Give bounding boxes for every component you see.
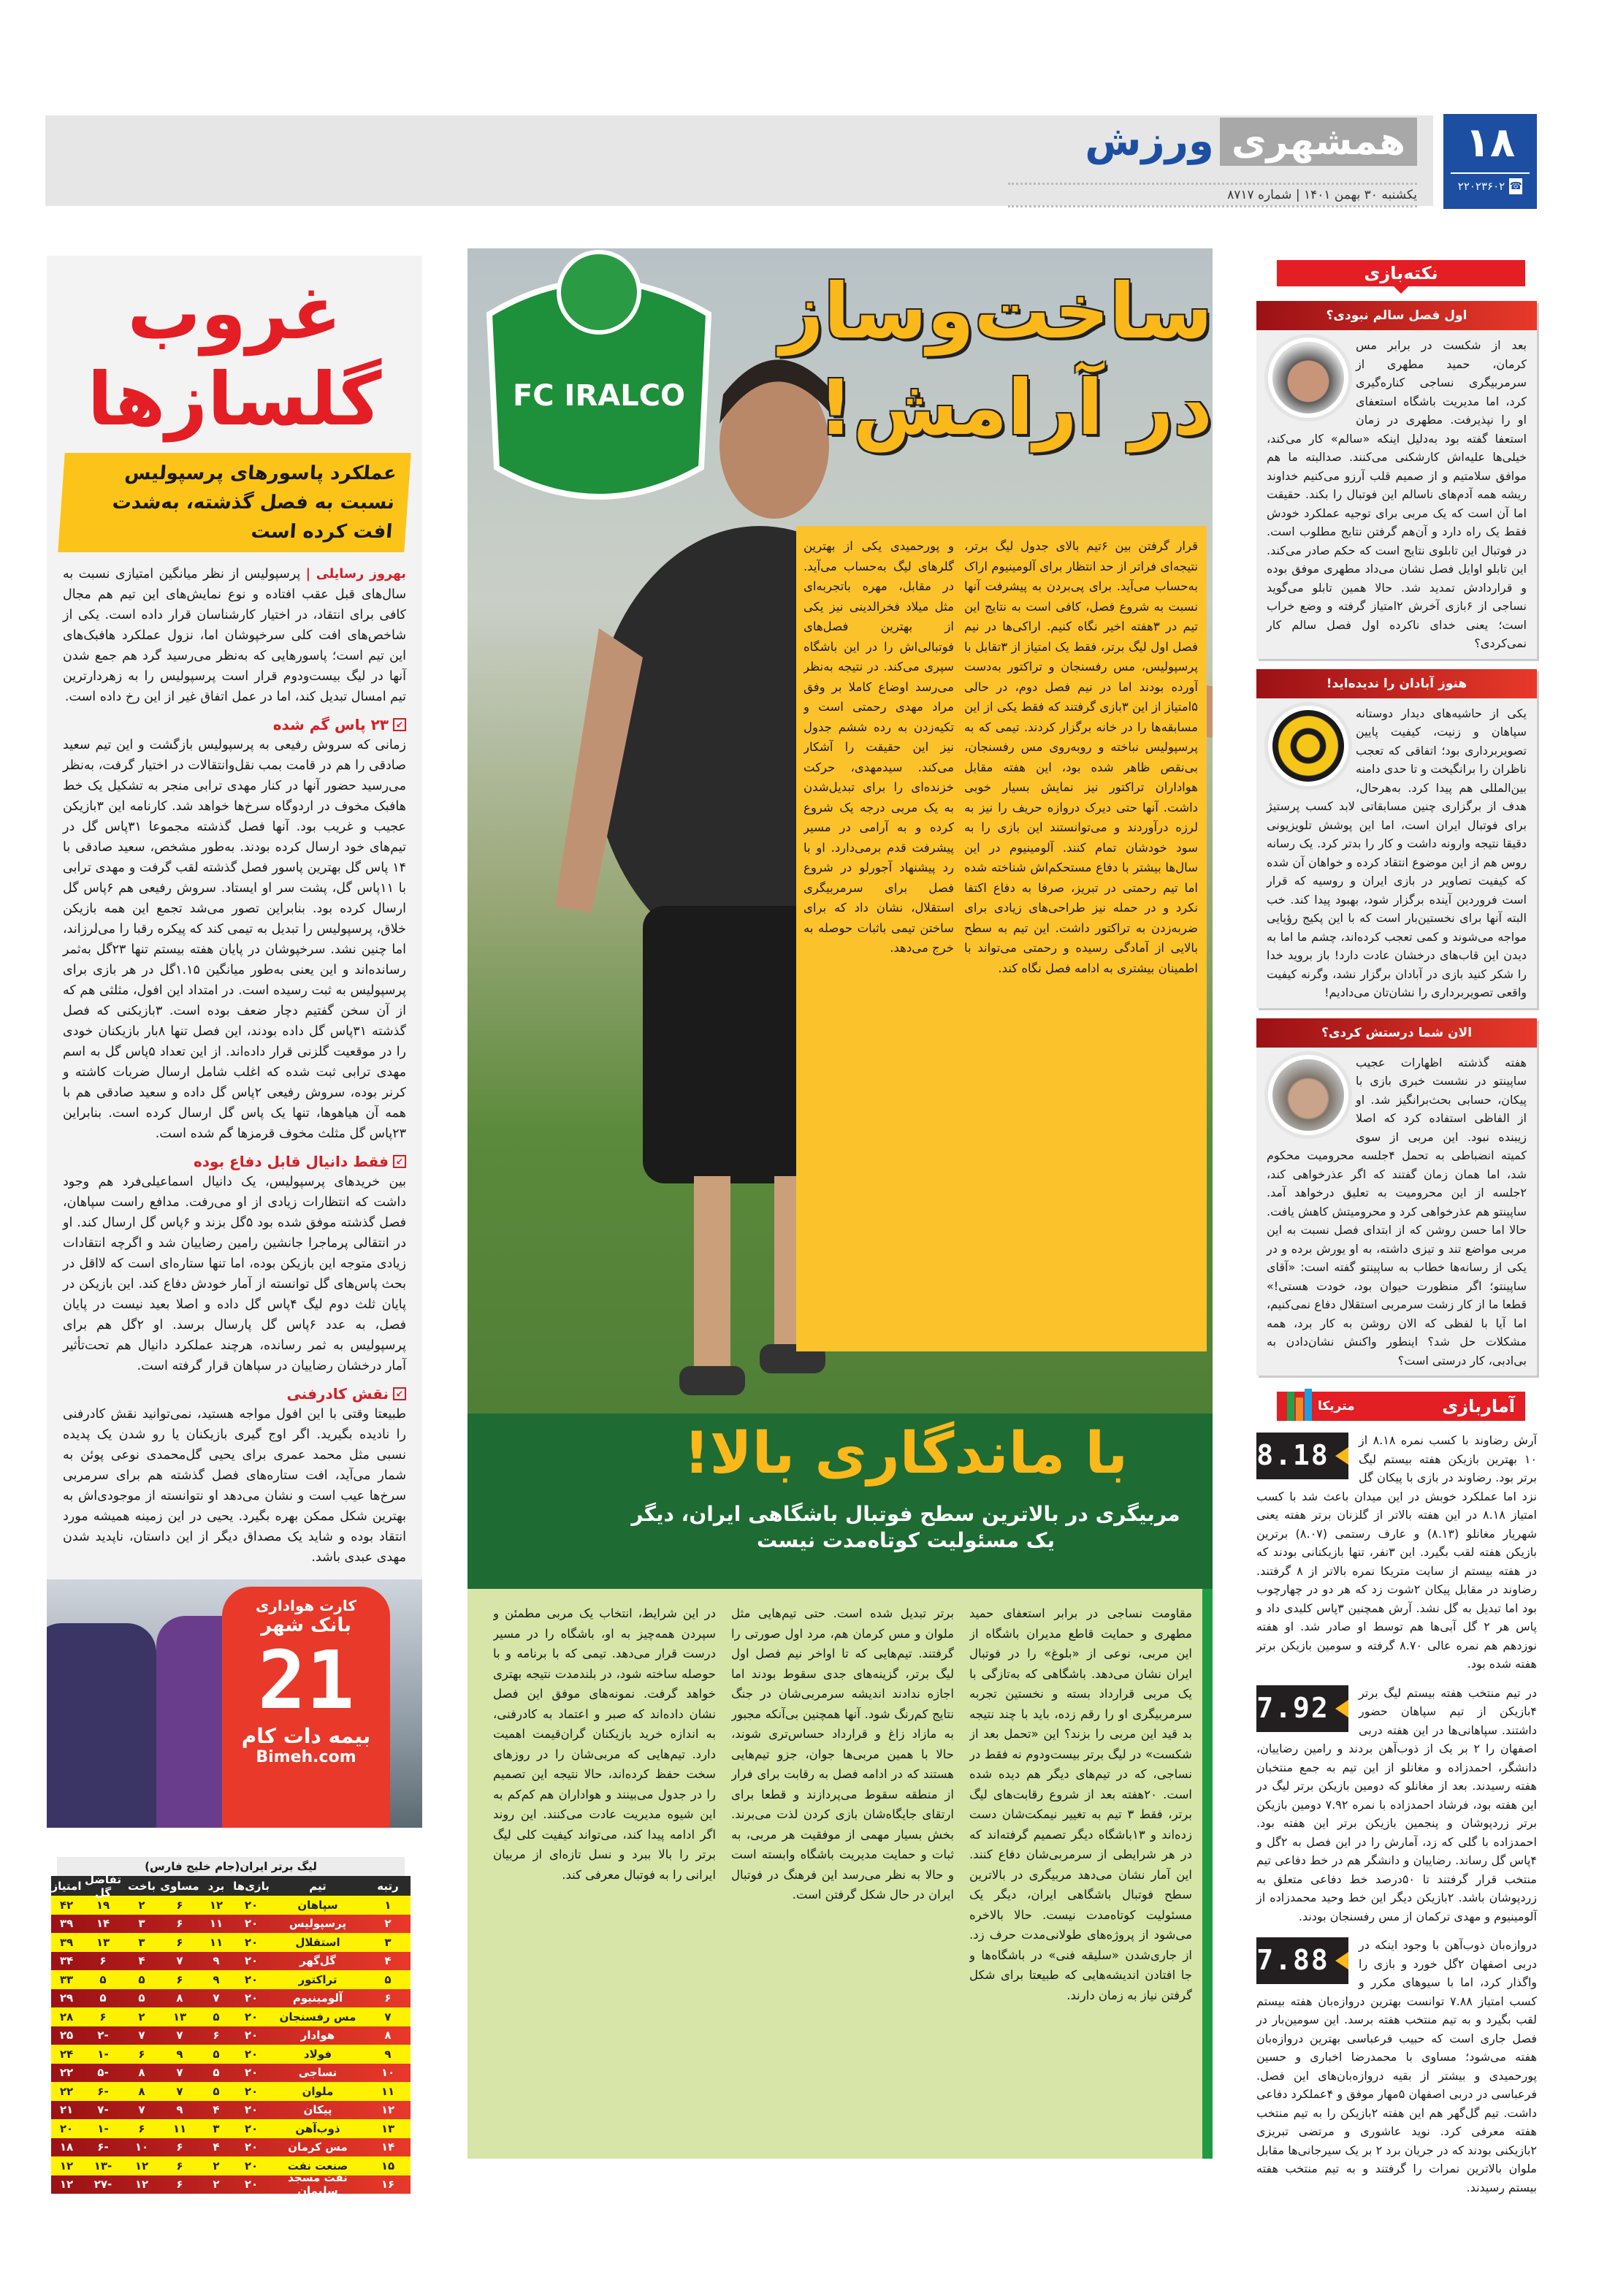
table-cell: -۷ <box>97 2103 109 2117</box>
table-cell: ۲۰ <box>244 1954 259 1968</box>
table-cell: ذوب‌آهن <box>295 2121 340 2135</box>
player-figure <box>47 1623 156 1828</box>
table-cell: ۹ <box>176 2103 183 2117</box>
logo-sub: ورزش <box>1085 118 1214 165</box>
sepahan-logo-icon <box>1268 706 1348 786</box>
headline-line-1: غروب <box>127 270 342 356</box>
table-cell: ۵ <box>213 2066 220 2080</box>
table-cell: -۱ <box>97 2121 109 2135</box>
phone-row <box>1451 172 1530 199</box>
table-cell: ۱۵ <box>381 2159 395 2173</box>
table-cell: ۶ <box>138 2121 145 2135</box>
logo-main: همشهری <box>1220 118 1417 166</box>
table-row <box>51 1933 411 1952</box>
table-row <box>51 1952 411 1971</box>
section-heading <box>63 1384 406 1404</box>
badge-text: FC IRALCO <box>512 379 686 413</box>
table-cell: ۲۰ <box>244 2029 259 2043</box>
player-shirt <box>222 1587 390 1828</box>
table-row <box>51 2007 411 2026</box>
table-cell: گل‌گهر <box>299 1954 337 1968</box>
table-cell: ۸ <box>138 2084 145 2098</box>
table-cell: -۲ <box>97 2029 109 2043</box>
section-heading-text: ۲۳ پاس گم شده <box>272 716 389 733</box>
table-cell: ۶ <box>176 2140 183 2154</box>
table-cell: ۹ <box>384 2047 392 2061</box>
table-cell: ۲۰ <box>244 2010 259 2024</box>
table-cell: ۱۲ <box>59 2178 74 2192</box>
item-title: هنوز آبادان را ندیده‌اید! <box>1256 669 1537 698</box>
arrow-box-icon: ↙ <box>393 718 406 731</box>
left-article <box>47 256 422 1828</box>
table-cell: ۶ <box>138 2047 145 2061</box>
item-title: الان شما درستش کردی؟ <box>1256 1018 1537 1048</box>
league-table <box>51 1857 411 2198</box>
table-cell: استقلال <box>295 1935 340 1949</box>
item-text: هفته گذشته اظهارات عجیب ساپینتو در نشست خبری بازی با پیکان، حسابی بحث‌برانگیز شد. او از الفاظی استفاده کرد که اصلا زیبنده نبود. این مربی از سوی کمیته انضباطی به تحمل ۴جلسه محرومیت محکوم شد، اما همان زمان گفتند که اگر عذرخواهی کند، ۲جلسه از این محرومیت به تعلیق درخواهد آمد. ساپینتو هم عذرخواهی کرد و محرومیتش کاهش یافت. حالا اما حسن روشن که از ابتدای فصل نسبت به این مربی مواضع تند و تیزی داشته، به او یورش برده و در یکی از رسانه‌ها خطاب به ساپینتو گفته است: «آقای ساپینتو؛ اگر منظورت حیوان بود، خودت هستی!» قطعا ما از کار زشت سرمربی استقلال دفاع نمی‌کنیم، اما آیا با لفظی که الان روشن به کار برد، همه مشکلات حل شد؟ اینطور واکنش نشان‌دادن به بی‌ادبی، کار درستی است؟ <box>1267 1055 1527 1368</box>
table-cell: ۳۴ <box>59 1954 74 1968</box>
table-cell: ملوان <box>302 2084 334 2098</box>
table-cell: -۱۳ <box>93 2159 112 2173</box>
table-cell: ۲ <box>138 2010 145 2024</box>
table-cell: ۱ <box>384 1898 392 1912</box>
table-cell: ۲۰ <box>244 2159 259 2173</box>
newspaper-logo <box>1008 117 1417 167</box>
table-cell: ۲۰ <box>244 2084 259 2098</box>
table-cell: ۳ <box>213 2121 220 2135</box>
table-cell: ۸ <box>176 1991 183 2005</box>
score-value: 7.92 <box>1256 1691 1329 1724</box>
avatar-motahari <box>1268 337 1348 418</box>
table-cell: ۱۲ <box>381 2103 395 2117</box>
table-cell: ۷ <box>176 2029 183 2043</box>
stat-text: در تیم منتخب هفته بیستم لیگ برتر ۴بازیکن از تیم سپاهان حضور داشتند. سپاهانی‌ها در این هفته دربی اصفهان را ۲ بر یک از ذوب‌آهن بردند و رامین رضاییان، دانشگر، احمدزاده و مغانلو از این تیم به جمع منتخبان هفته رسیدند. بعد از مغانلو که دومین بازیکن برتر لیگ در این هفته بود، فرشاد احمدزاده با نمره ۷.۹۲ دومین بازیکن برتر زردپوشان و پنجمین بازیکن برتر این هفته بود. احمدزاده با گلی که زد، آمارش را در این فصل به ۲گل و ۴پاس گل رساند. رضاییان و دانشگر هم در خط دفاعی تیم منتخب قرار گرفتند تا ۵۰درصد خط دفاعی متعلق به زردپوشان باشد. ۲بازیکن دیگر این خط وحید محمدزاده از آلومینیوم و مهدی ترکمان از مس رفسنجان بودند. <box>1256 1685 1538 1923</box>
banner-text: نکته‌بازی <box>1364 263 1438 283</box>
bar-chart-icon <box>1287 1387 1312 1421</box>
table-row <box>51 2171 411 2198</box>
table-cell: فولاد <box>303 2047 332 2061</box>
table-cell: ۴ <box>138 1954 145 1968</box>
banner-text: آماربازی <box>1442 1396 1515 1416</box>
table-cell: ۲۰ <box>244 2121 259 2135</box>
column-header: رتبه <box>377 1879 399 1893</box>
article-column: و پورحمیدی یکی از بهترین گلرهای لیگ به‌حساب می‌آید. در مقابل، مهره باتجربه‌ای مثل میلاد فخرالدینی نیز یکی از بهترین فصل‌های فوتبالی‌اش را در این باشگاه سپری می‌کند. در نتیجه به‌نظر می‌رسد اوضاع کاملا بر وفق مراد مهدی رحمتی است و تکیه‌زدن به رده ششم جدول نیز این حقیقت را آشکار می‌کند. سیدمهدی، حرکت خزنده‌ای را برای تبدیل‌شدن به یک مربی درجه یک شروع کرده و به آرامی در مسیر پیشرفت قدم برمی‌دارد. او با رد پیشنهاد آجورلو در شروع فصل برای سرمربیگری استقلال، نشان داد که برای ساختن تیمی باثبات حوصله به خرج می‌دهد. <box>804 539 954 955</box>
byline: بهروز رسایلی | <box>305 567 406 581</box>
table-cell: ۱۱ <box>209 1917 224 1931</box>
table-row <box>51 1915 411 1934</box>
table-cell: ۱۰ <box>134 2140 149 2154</box>
section-heading <box>63 714 406 735</box>
table-cell: ۴ <box>384 1954 392 1968</box>
table-cell: ۱۳ <box>96 1935 110 1949</box>
table-cell: ۱۶ <box>381 2178 395 2192</box>
table-cell: ۲۵ <box>59 2029 74 2043</box>
table-row <box>51 2082 411 2101</box>
table-cell: ۱۴ <box>96 1917 110 1931</box>
table-header-row <box>51 1872 411 1899</box>
table-cell: ۶ <box>176 1898 183 1912</box>
metrica-label: متریکا <box>1318 1399 1355 1414</box>
item-body <box>1256 1048 1537 1376</box>
table-cell: ۶ <box>99 1954 107 1968</box>
table-cell: ۶ <box>176 2159 183 2173</box>
section-text: طبیعتا وقتی با این افول مواجه هستید، نمی‌توانید نقش کادرفنی را نادیده بگیرید. اگر اوج گیری بازیکنان یا رو شدن یک پدیده نسبی مثل محمد عمری برای یحیی گل‌محمدی نوعی پوئن به شمار می‌آید، افت ستاره‌های فصل گذشته هم برای سرمربی سرخ‌ها عیب است و نشان می‌دهد او نتوانسته از موجودی‌اش به بهترین شکل ممکن بهره بگیرد. یحیی در این زمینه همیشه مورد انتقاد بوده و شاید یک مصداق دیگر از این داستان، ناپدید شدن مهدی عبدی باشد. <box>63 1407 406 1565</box>
table-cell: ۲۰ <box>244 2066 259 2080</box>
triangle-pointer-icon <box>1335 1447 1348 1465</box>
table-cell: ۲۱ <box>59 2103 74 2117</box>
table-cell: نفت مسجد سلیمان <box>288 2171 348 2198</box>
table-row <box>51 2026 411 2045</box>
shirt-number: 21 <box>257 1633 355 1727</box>
main-headline-line-1: ساخت‌وساز <box>779 267 1213 356</box>
section-heading <box>63 1151 406 1172</box>
table-row <box>51 2101 411 2120</box>
table-cell: ۲۰ <box>244 1935 259 1949</box>
table-cell: ۷ <box>176 1954 183 1968</box>
table-cell: -۶ <box>97 2084 109 2098</box>
table-cell: ۵ <box>99 1972 107 1986</box>
section-text: بین خریدهای پرسپولیس، یک دانیال اسماعیلی‌فرد هم وجود داشت که انتظارات زیادی از او می‌رفت. مدافع راست سپاهان، فصل گذشته موفق شده بود ۵گل بزند و ۶پاس گل ارسال کند. او در انتقالی پرماجرا جانشین رامین رضاییان شد و اگرچه انتقادات زیادی متوجه این بازیکن بوده، اما تنها ستاره‌ای است که لااقل در بحث پاس‌های گل توانسته از آمار خودش دفاع کند. این بازیکن در پایان ثلث دوم لیگ ۴پاس گل داده و اصلا بعید نیست در پایان فصل، به عدد ۶پاس گل پارسال برسد. او ۲گل هم برای پرسپولیس به ثمر رسانده، هرچند عملکرد دانیال هم تحت‌تأثیر آمار درخشان رضاییان در سپاهان قرار گرفته است. <box>63 1175 406 1373</box>
score-value: 7.88 <box>1256 1944 1329 1977</box>
table-cell: پرسپولیس <box>289 1917 347 1931</box>
table-cell: ۱۲ <box>134 2159 149 2173</box>
table-cell: صنعت نفت <box>287 2159 348 2173</box>
table-cell: ۲۰ <box>59 2121 74 2135</box>
main-article-box <box>796 526 1207 1351</box>
metrica-badge <box>1287 1392 1355 1421</box>
table-cell: ۷ <box>176 2084 183 2098</box>
score-value: 8.18 <box>1256 1439 1329 1472</box>
score-box <box>1256 1433 1348 1479</box>
table-cell: ۶ <box>99 2010 107 2024</box>
score-box <box>1256 1685 1348 1732</box>
column-item <box>1256 1018 1537 1376</box>
left-subtitle: عملکرد پاسورهای پرسپولیس نسبت به فصل گذشته، به‌شدت افت کرده است <box>58 453 411 552</box>
table-cell: ۸ <box>384 2029 392 2043</box>
stat-text: آرش رضاوند با کسب نمره ۸.۱۸ از ۱۰ بهترین بازیکن هفته بیستم لیگ برتر بود. رضاوند در بازی با پیکان گل نزد اما عملکرد خوبش در این میدان باعث شد با کسب امتیاز ۸.۱۸ در این هفته بالاتر از گلزنان برتر هفته یعنی شهریار مغانلو (۸.۱۳) و عارف رستمی (۸.۰۷) برترین بازیکن هفته لقب بگیرد. این ۳نفر، تنها بازیکنانی بودند که در هفته بیستم از سایت متریکا نمره بالاتر از ۸ گرفتند. رضاوند در مقابل پیکان ۲شوت زد که هر دو در چهارچوب بود اما تبدیل به گل نشد. آرش همچنین ۳پاس کلیدی داد و پاس هر ۲ گل آبی‌ها هم توسط او صادر شد. او هفته نوزدهم هم نمره عالی ۸.۷۰ گرفته و سومین بازیکن برتر هفته شده بود. <box>1256 1433 1538 1671</box>
intro-text: پرسپولیس از نظر میانگین امتیازی نسبت به سال‌های قبل عقب افتاده و نوع نمایش‌های این تیم هم مجال کافی برای انتقاد، در اختیار کارشناسان قرار داده است. یکی از شاخص‌های افت کلی سرخپوشان اما، نزول عملکرد هافبک‌های این تیم است؛ پاسورهایی که به‌نظر می‌رسید گرد هم جمع شدن آنها در لیگ بیست‌ودوم قرار است پرسپولیس را به زهردارترین تیم امسال تبدیل کند، اما در عمل اتفاق غیر از این رخ داده است. <box>63 567 406 704</box>
table-cell: ۳ <box>384 1935 392 1949</box>
table-cell: ۶ <box>176 2178 183 2192</box>
table-cell: ۲۰ <box>244 2178 259 2192</box>
club-badge <box>489 252 709 497</box>
item-text: بعد از شکست در برابر مس کرمان، حمید مطهری از سرمربیگری نساجی کناره‌گیری کرد، اما مدیریت باشگاه استعفای او را نپذیرفت. مطهری در زمان استعفا گفته بود به‌دلیل اینکه «سالم» کار می‌کند، خیلی‌ها علیه‌اش کارشکنی می‌کنند. صدالبته ما هم موافق سلامتیم و از صمیم قلب آرزو می‌کنیم خداوند ریشه همه آدم‌های ناسالم این فوتبال را بکند. حقیقت اما آن است که یک مربی برای توجیه عملکرد خودش فقط یک راه دارد و آن‌هم گرفتن نتایج مطلوب است. در فوتبال این تابلوی نتایج است که حکم صادر می‌کند. این تابلو اوایل فصل نشان می‌داد مطهری موفق بوده و قراردادش تمدید شد. حالا همین تابلو می‌گوید نساجی از ۶بازی آخرش ۲امتیاز گرفته و وضع خراب است؛ یعنی خدای ناکرده اول فصل سالم کار نمی‌کردی؟ <box>1267 338 1527 650</box>
item-text: یکی از حاشیه‌های دیدار دوستانه سپاهان و زنیت، کیفیت پایین تصویربرداری بود؛ اتفاقی که تعجب ناظران را برانگیخت و تا حدی دامنه بین‌المللی هم پیدا کرد. به‌هرحال، هدف از برگزاری چنین مسابقاتی لابد کسب پرستیژ برای فوتبال ایران است، اما این پوشش تلویزیونی دقیقا نتیجه وارونه داشت و کار را بدتر کرد. یک رسانه روس هم از این موضوع انتقاد کرده و خواهان آن شده که کیفیت تصاویر در بازی ایران و روسیه که قرار است فروردین آینده برگزار شود، بهبود پیدا کند. خب البته آنها برای نخستین‌بار است که با این پکیج رؤیایی مواجه می‌شوند و کمی تعجب کرده‌اند، چشم ما اما به دیدن این قاب‌های درخشان عادت دارد! باز بروید خدا را شکر کنید بازی در آبادان برگزار نشد، وگرنه کیفیت واقعی تصویربرداری را نشان‌تان می‌دادیم! <box>1267 706 1527 999</box>
column-header: امتیاز <box>51 1879 82 1893</box>
table-cell: ۲ <box>213 2178 220 2192</box>
left-body <box>47 564 422 1568</box>
stat-item <box>1256 1936 1537 2197</box>
column-item <box>1256 301 1537 659</box>
page-number: ۱۸ <box>1465 119 1516 167</box>
table-cell: ۶ <box>176 1935 183 1949</box>
table-cell: ۳۳ <box>59 1972 74 1986</box>
second-headline: با ماندگاری بالا! <box>683 1421 1129 1487</box>
table-cell: ۲ <box>384 1917 392 1931</box>
column-header: باخت <box>128 1879 156 1893</box>
section-heading-text: فقط دانیال قابل دفاع بوده <box>193 1153 389 1170</box>
dateline: یکشنبه ۳۰ بهمن ۱۴۰۱ | شماره ۸۷۱۷ <box>1008 183 1417 207</box>
shirt-sponsor-latin: Bimeh.com <box>256 1748 356 1766</box>
table-cell: ۱۱ <box>209 1935 224 1949</box>
main-headline <box>779 263 1213 456</box>
table-row <box>51 2045 411 2064</box>
column-header: برد <box>207 1879 225 1893</box>
article-column: برتر تبدیل شده است. حتی تیم‌هایی مثل ملوان و مس کرمان هم، مرد اول صورتی را گرفتند. تیم‌هایی که تا اواخر نیم فصل اول لیگ برتر، گزینه‌های جدی سقوط بودند اما اجازه ندادند اندیشه سرمربی‌شان در جنگ نتایج کم‌رنگ شود. آنها همچنین بی‌آنکه مجبور به مازاد زاغ و قرارداد حساس‌تری شوند، حالا با همین مربی‌ها جوان، جزو تیم‌هایی هستند که در ادامه فصل به رقابت برای فرار از منطقه سقوط می‌پردازند و قطعا برای ارتقای جایگاه‌شان بازی کردن لذت می‌برند. بخش بسیار مهمی از موفقیت هر مربی، به ثبات و حمایت مدیریت باشگاه وابسته است و حالا به نظر می‌رسد این فرهنگ در فوتبال ایران در حال شکل گرفتن است. <box>731 1606 954 1902</box>
players-photo <box>47 1579 422 1828</box>
table-cell: ۱۳ <box>172 2010 187 2024</box>
table-cell: ۹ <box>213 1954 220 1968</box>
table-cell: هوادار <box>300 2029 335 2043</box>
section-banner-stats <box>1277 1392 1525 1421</box>
item-title: اول فصل سالم نبودی؟ <box>1256 301 1537 330</box>
headline-line-2: گلسازها <box>87 356 382 442</box>
table-body <box>51 1896 411 2198</box>
table-cell: ۸ <box>138 2066 145 2080</box>
column-header: تفاضل گل <box>85 1872 121 1899</box>
table-cell: ۳ <box>138 1935 145 1949</box>
triangle-pointer-icon <box>1335 1952 1348 1969</box>
table-cell: ۵ <box>138 1972 145 1986</box>
left-headline <box>47 256 422 443</box>
table-title: لیگ برتر ایران(جام خلیج فارس) <box>57 1857 405 1876</box>
table-cell: ۲۰ <box>244 1898 259 1912</box>
table-cell: ۲۸ <box>59 2010 74 2024</box>
phone-number: ۲۲۰۲۳۶۰۲ <box>1457 180 1505 193</box>
table-cell: مس رفسنجان <box>279 2010 356 2024</box>
table-cell: ۲۰ <box>244 2140 259 2154</box>
column-item <box>1256 669 1537 1008</box>
table-cell: ۷ <box>138 2029 145 2043</box>
table-cell: ۱۲ <box>209 1898 224 1912</box>
section-heading-text: نقش کادرفنی <box>286 1385 389 1403</box>
table-cell: نساجی <box>298 2066 337 2080</box>
table-cell: سپاهان <box>297 1898 338 1912</box>
table-cell: ۵ <box>213 2047 220 2061</box>
table-cell: مس کرمان <box>288 2140 348 2154</box>
table-cell: ۵ <box>99 1991 107 2005</box>
table-cell: ۴۲ <box>59 1898 74 1912</box>
table-row <box>51 2138 411 2157</box>
table-cell: ۱۸ <box>59 2140 74 2154</box>
table-cell: ۲۰ <box>244 2047 259 2061</box>
table-cell: ۷ <box>384 2010 392 2024</box>
table-cell: ۱۲ <box>59 2159 74 2173</box>
table-cell: -۱ <box>97 2047 109 2061</box>
table-cell: -۲۷ <box>93 2178 112 2192</box>
table-cell: ۳ <box>138 1917 145 1931</box>
avatar-roshan <box>1268 1055 1348 1135</box>
table-cell: آلومینیوم <box>292 1991 343 2005</box>
table-cell: ۷ <box>213 1991 220 2005</box>
table-cell: ۶ <box>213 2029 220 2043</box>
table-cell: ۲۰ <box>244 1991 259 2005</box>
table-cell: ۲۰ <box>244 2103 259 2117</box>
table-row <box>51 1989 411 2008</box>
stat-text: دروازه‌بان ذوب‌آهن با وجود اینکه در دربی اصفهان ۲گل خورد و بازی را واگذار کرد، اما با سیوهای مکرر و کسب امتیاز ۷.۸۸ توانست بهترین دروازه‌بان هفته بیستم لقب بگیرد و به تیم منتخب هفته برسد. این سومین‌بار در فصل جاری است که حبیب فرعباسی بهترین دروازه‌بان هفته می‌شود؛ مساوی با محمدرضا اخباری و حسین پورحمیدی و بیشتر از بقیه دروازه‌بان‌های این فصل. فرعباسی در دربی اصفهان ۵مهار موفق و ۴عملکرد دفاعی داشت. تیم گل‌گهر هم این هفته ۲بازیکن را به تیم منتخب هفته معرفی کرد. نوید عاشوری و مرتضی تبریزی ۲بازیکنی بودند که در جریان برد ۲ بر یک سیرجانی‌ها مقابل ملوان بالاترین نمرات را گرفتند و به تیم منتخب هفته بیستم رسیدند. <box>1256 1938 1538 2194</box>
page-number-box <box>1443 114 1537 209</box>
banner-pointer-icon <box>1394 286 1408 294</box>
article-column: مقاومت نساجی در برابر استعفای حمید مطهری و حمایت قاطع مدیران باشگاه از این مربی، نوعی از «بلوغ» را در فوتبال ایران نشان می‌دهد. باشگاهی که به‌تازگی با یک مربی قرارداد بسته و نخستین تجربه سرمربیگری او را رقم زده، باید با چند نتیجه بد قید این مربی را بزند؟ این «تحمل بعد از شکست» در لیگ برتر بیست‌ودوم نه فقط در نساجی، که در تیم‌های دیگر هم دیده شده است. ۲۰هفته بعد از شروع رقابت‌های لیگ برتر، فقط ۳ تیم به تغییر نیمکت‌شان دست زده‌اند و ۱۳باشگاه دیگر تصمیم گرفته‌اند که در هر شرایطی از سرمربی‌شان دفاع کنند. این آمار نشان می‌دهد مربیگری در بالاترین سطح فوتبال باشگاهی ایران، دیگر یک مسئولیت کوتاه‌مدت نیست. حالا بالاخره می‌شود از پروژه‌های طولانی‌مدت حرف زد. از جاری‌شدن «سلیقه فنی» در باشگاه‌ها و جا افتادن اندیشه‌هایی که طبیعتا برای شکل گرفتن نیاز به زمان دارند. <box>969 1606 1192 2002</box>
table-cell: ۶ <box>176 1917 183 1931</box>
table-cell: ۹ <box>176 2047 183 2061</box>
table-cell: ۴ <box>213 2140 220 2154</box>
second-subtitle: مربیگری در بالاترین سطح فوتبال باشگاهی ایران، دیگر یک مسئولیت کوتاه‌مدت نیست <box>631 1502 1180 1552</box>
table-cell: ۱۴ <box>381 2140 395 2154</box>
table-cell: ۱۳ <box>381 2121 395 2135</box>
table-cell: ۷ <box>176 2066 183 2080</box>
table-cell: ۹ <box>213 1972 220 1986</box>
table-row <box>51 2119 411 2138</box>
column-header: بازی‌ها <box>233 1879 270 1893</box>
item-body <box>1256 698 1537 1008</box>
phone-icon: ☎ <box>1509 178 1522 194</box>
column-header: مساوی <box>160 1879 199 1893</box>
section-text: زمانی که سروش رفیعی به پرسپولیس بازگشت و این تیم سعید صادقی را هم در قامت بمب نقل‌وانتقالات در اختیار گرفت، به‌نظر می‌رسید حضور آنها در کنار مهدی ترابی منجر به تشکیل یک خط هافبک مخوف در اردوگاه سرخ‌ها خواهد شد. کارنامه این ۳بازیکن عجیب و غریب بود. آنها فصل گذشته مجموعا ۳۱پاس گل در تیم‌های خود ارسال کرده بودند. به‌طور مشخص، سعید صادقی با ۱۴ پاس گل بهترین پاسور فصل گذشته لقب گرفت و مهدی ترابی با ۱۱پاس گل، پشت سر او ایستاد. سروش رفیعی هم ۶پاس گل ارسال کرده بود. بنابراین تصور می‌شد تجمع این همه بازیکن خلاق، پرسپولیس را تبدیل به تیمی کند که پیکره رقبا را می‌لرزاند، اما چنین نشد. سرخپوشان در پایان هفته بیستم تنها ۲۳گل به‌ثمر رسانده‌اند و این یعنی به‌طور میانگین ۱.۱۵گل در هر بازی برای پرسپولیس به ثبت رسیده است. در امتداد این افول، مثلثی هم که از آن سخن گفتیم دچار ضعف بوده است. ۳بازیکنی که فصل گذشته ۳۱پاس گل داده بودند، این فصل تنها ۸بار بازیکنان خودی را در موقعیت گلزنی قرار داده‌اند. از این تعداد ۵پاس گل به اسم مهدی ترابی ثبت شده که اغلب شامل ارسال ضربات کاشته و کرنر بوده، سروش رفیعی ۲پاس گل داده و سعید صادقی هم با همه آن هیاهوها، تنها یک پاس گل ارسال کرده است. بنابراین ۲۳پاس گل مثلث مخوف قرمزها گم شده است. <box>63 738 407 1141</box>
table-cell: ۱۱ <box>381 2084 395 2098</box>
table-cell: -۵ <box>97 2066 109 2080</box>
table-cell: ۱۱ <box>172 2121 187 2135</box>
main-headline-line-2: در آرامش! <box>818 363 1213 452</box>
table-cell: ۲۲ <box>59 2084 74 2098</box>
table-cell: ۲۰ <box>244 1917 259 1931</box>
table-cell: ۷ <box>138 2103 145 2117</box>
section-banner-nokte <box>1277 260 1525 286</box>
table-cell: ۴ <box>213 2103 220 2117</box>
table-row <box>51 2064 411 2083</box>
item-body <box>1256 330 1537 659</box>
table-cell: ۱۲ <box>134 2178 149 2192</box>
table-cell: تراکتور <box>298 1972 337 1986</box>
arrow-box-icon: ↙ <box>393 1387 406 1400</box>
table-cell: ۵ <box>213 2084 220 2098</box>
stat-item <box>1256 1431 1537 1674</box>
table-cell: ۲ <box>138 1898 145 1912</box>
table-cell: ۳۹ <box>59 1917 74 1931</box>
table-cell: ۵ <box>138 1991 145 2005</box>
article-column: قرار گرفتن بین ۶تیم بالای جدول لیگ برتر، نتیجه‌ای فراتر از حد انتظار برای آلومینیوم اراک به‌حساب می‌آید. برای پی‌بردن به پیشرفت آنها نسبت به شروع فصل، کافی است به نتایج این تیم در ۳هفته اخیر نگاه کنیم. اراکی‌ها در نیم فصل اول لیگ برتر، فقط یک امتیاز از ۳تقابل با پرسپولیس، مس رفسنجان و تراکتور به‌دست آورده بودند اما در نیم فصل دوم، در حالی ۵امتیاز از این ۳بازی گرفتند که فقط یکی از این مسابقه‌ها را در خانه برگزار کردند. تیمی که به پرسپولیس نباخته و روبه‌روی مس رفسنجان، بی‌نقص ظاهر شده بود، این هفته مقابل هواداران تراکتور نیز نمایش بسیار خوبی داشت. آنها حتی دیرک دروازه حریف را نیز به لرزه درآوردند و می‌توانستند این بازی را به سود خودشان تمام کنند. آلومینیوم در این سال‌ها بیشتر با دفاع مستحکم‌اش شناخته شده اما تیم رحمتی در تبریز، صرفا به دفاع اکتفا نکرد و در حمله نیز طراحی‌های زیادی برای ضربه‌زدن به تراکتور داشت. این تیم به سطح بالایی از آمادگی رسیده و رحمتی می‌تواند با اطمینان بیشتری به ادامه فصل نگاه کند. <box>964 539 1198 975</box>
table-cell: پیکان <box>303 2103 332 2117</box>
stat-item <box>1256 1684 1537 1926</box>
table-cell: ۱۰ <box>381 2066 395 2080</box>
second-article-box <box>467 1589 1213 2159</box>
table-cell: ۵ <box>384 1972 392 1986</box>
table-cell: ۲ <box>213 2159 220 2173</box>
left-stack <box>47 256 422 2198</box>
table-cell: ۶ <box>384 1991 392 2005</box>
arrow-box-icon: ↙ <box>393 1155 406 1168</box>
column-header: تیم <box>309 1879 327 1893</box>
table-row <box>51 1970 411 1989</box>
article-column: در این شرایط، انتخاب یک مربی مطمئن و سپردن همه‌چیز به او، باشگاه را در مسیر درست قرار می‌دهد. تیمی که با برنامه و با حوصله ساخته شود، در بلندمدت نتیجه بهتری خواهد گرفت. نمونه‌های موفق این فصل نشان داده‌اند که صبر و اعتماد به کادرفنی، به اندازه خرید بازیکنان گران‌قیمت اهمیت دارد. تیم‌هایی که مربی‌شان را در روزهای سخت حفظ کرده‌اند، حالا نتیجه این تصمیم را در جدول می‌بینند و هواداران هم کم‌کم به این شیوه مدیریت عادت می‌کنند. این روند اگر ادامه پیدا کند، می‌تواند کیفیت کلی لیگ برتر را بالا ببرد و نسل تازه‌ای از مربیان ایرانی را به فوتبال معرفی کند. <box>493 1606 716 1882</box>
table-cell: ۵ <box>213 2010 220 2024</box>
table-cell: ۱۹ <box>96 1898 110 1912</box>
shirt-text-fan-card: کارت هواداری <box>256 1597 356 1614</box>
right-column <box>1242 260 1544 2197</box>
score-box <box>1256 1937 1348 1984</box>
shirt-text-bank: بانک شهر <box>261 1614 351 1636</box>
table-cell: ۲۲ <box>59 2066 74 2080</box>
shirt-sponsor: بیمه دات کام <box>241 1724 371 1748</box>
table-cell: ۲۴ <box>59 2047 74 2061</box>
table-cell: ۶ <box>176 1972 183 1986</box>
table-cell: ۳۹ <box>59 1935 74 1949</box>
triangle-pointer-icon <box>1335 1700 1348 1717</box>
table-row <box>51 1896 411 1915</box>
table-cell: -۶ <box>97 2140 109 2154</box>
table-cell: ۲۰ <box>244 1972 259 1986</box>
table-cell: ۲۹ <box>59 1991 74 2005</box>
